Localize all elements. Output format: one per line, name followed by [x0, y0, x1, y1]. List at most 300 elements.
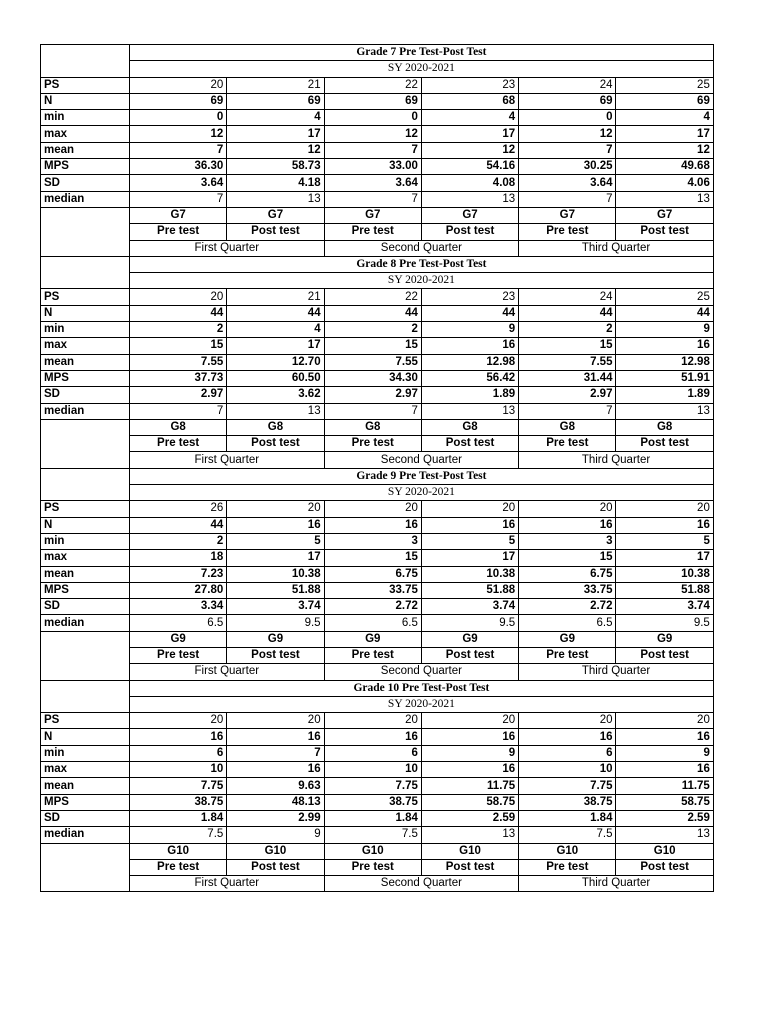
value-cell: 1.84 — [519, 810, 616, 826]
test-label: Pre test — [519, 647, 616, 663]
test-label: Post test — [616, 859, 713, 875]
value-cell: 17 — [227, 126, 324, 142]
grade-label: G10 — [519, 843, 616, 859]
row-label: PS — [41, 289, 130, 305]
blank-cell — [41, 843, 130, 892]
row-label: median — [41, 615, 130, 631]
row-label: mean — [41, 566, 130, 582]
value-cell: 16 — [616, 517, 713, 533]
row-label: median — [41, 191, 130, 207]
value-cell: 38.75 — [519, 794, 616, 810]
blank-cell — [41, 631, 130, 680]
value-cell: 7.55 — [519, 354, 616, 370]
value-cell: 2.97 — [519, 387, 616, 403]
value-cell: 7.5 — [324, 827, 421, 843]
value-cell: 2 — [130, 533, 227, 549]
table-row — [41, 582, 714, 598]
quarter-label: Second Quarter — [324, 240, 519, 256]
value-cell: 16 — [616, 762, 713, 778]
value-cell: 51.91 — [616, 370, 713, 386]
value-cell: 7 — [130, 191, 227, 207]
value-cell: 20 — [227, 501, 324, 517]
grade-label-row — [41, 843, 714, 859]
value-cell: 15 — [519, 550, 616, 566]
quarter-label: First Quarter — [130, 876, 325, 892]
value-cell: 44 — [227, 305, 324, 321]
value-cell: 16 — [616, 729, 713, 745]
value-cell: 13 — [421, 191, 518, 207]
school-year: SY 2020-2021 — [130, 273, 714, 289]
value-cell: 22 — [324, 289, 421, 305]
test-label: Post test — [421, 436, 518, 452]
value-cell: 44 — [616, 305, 713, 321]
value-cell: 7.23 — [130, 566, 227, 582]
grade-label: G8 — [421, 419, 518, 435]
quarter-label: Second Quarter — [324, 664, 519, 680]
quarter-row — [41, 876, 714, 892]
value-cell: 2.59 — [616, 810, 713, 826]
quarter-label: Third Quarter — [519, 452, 714, 468]
table-row — [41, 93, 714, 109]
grade-label: G10 — [324, 843, 421, 859]
table-row — [41, 745, 714, 761]
row-label: MPS — [41, 159, 130, 175]
value-cell: 17 — [421, 126, 518, 142]
test-label: Pre test — [519, 436, 616, 452]
value-cell: 68 — [421, 93, 518, 109]
value-cell: 16 — [421, 729, 518, 745]
row-label: PS — [41, 77, 130, 93]
test-label: Pre test — [130, 436, 227, 452]
value-cell: 27.80 — [130, 582, 227, 598]
row-label: N — [41, 93, 130, 109]
quarter-row — [41, 240, 714, 256]
test-label: Pre test — [324, 647, 421, 663]
value-cell: 16 — [616, 338, 713, 354]
value-cell: 3.62 — [227, 387, 324, 403]
value-cell: 2 — [519, 322, 616, 338]
value-cell: 3.64 — [130, 175, 227, 191]
value-cell: 56.42 — [421, 370, 518, 386]
table-row — [41, 501, 714, 517]
value-cell: 13 — [616, 827, 713, 843]
value-cell: 12 — [616, 142, 713, 158]
grade-label: G9 — [421, 631, 518, 647]
value-cell: 6 — [130, 745, 227, 761]
table-row — [41, 387, 714, 403]
section-title: Grade 10 Pre Test-Post Test — [130, 680, 714, 696]
value-cell: 31.44 — [519, 370, 616, 386]
value-cell: 16 — [130, 729, 227, 745]
value-cell: 9.63 — [227, 778, 324, 794]
table-row — [41, 550, 714, 566]
value-cell: 17 — [227, 550, 324, 566]
test-label: Post test — [421, 859, 518, 875]
value-cell: 7 — [130, 142, 227, 158]
quarter-label: Third Quarter — [519, 240, 714, 256]
value-cell: 51.88 — [227, 582, 324, 598]
table-row — [41, 778, 714, 794]
value-cell: 7.75 — [130, 778, 227, 794]
row-label: MPS — [41, 794, 130, 810]
value-cell: 54.16 — [421, 159, 518, 175]
value-cell: 23 — [421, 77, 518, 93]
table-row — [41, 729, 714, 745]
value-cell: 24 — [519, 77, 616, 93]
value-cell: 16 — [519, 517, 616, 533]
value-cell: 7 — [519, 403, 616, 419]
value-cell: 20 — [130, 77, 227, 93]
grade-label: G9 — [324, 631, 421, 647]
value-cell: 1.89 — [616, 387, 713, 403]
quarter-label: First Quarter — [130, 452, 325, 468]
school-year: SY 2020-2021 — [130, 696, 714, 712]
value-cell: 10.38 — [227, 566, 324, 582]
value-cell: 3.74 — [616, 599, 713, 615]
value-cell: 33.75 — [324, 582, 421, 598]
row-label: PS — [41, 713, 130, 729]
table-row — [41, 110, 714, 126]
row-label: min — [41, 533, 130, 549]
blank-cell — [41, 468, 130, 501]
value-cell: 16 — [421, 517, 518, 533]
section-title: Grade 9 Pre Test-Post Test — [130, 468, 714, 484]
table-row — [41, 566, 714, 582]
value-cell: 58.75 — [421, 794, 518, 810]
row-label: SD — [41, 175, 130, 191]
test-label: Pre test — [324, 224, 421, 240]
value-cell: 12.98 — [421, 354, 518, 370]
value-cell: 20 — [324, 713, 421, 729]
value-cell: 13 — [616, 191, 713, 207]
value-cell: 5 — [421, 533, 518, 549]
quarter-label: First Quarter — [130, 240, 325, 256]
quarter-label: Third Quarter — [519, 876, 714, 892]
table-row — [41, 191, 714, 207]
value-cell: 20 — [616, 501, 713, 517]
value-cell: 23 — [421, 289, 518, 305]
table-row — [41, 142, 714, 158]
value-cell: 17 — [616, 550, 713, 566]
test-label-row — [41, 647, 714, 663]
value-cell: 9 — [421, 322, 518, 338]
value-cell: 20 — [519, 713, 616, 729]
value-cell: 1.89 — [421, 387, 518, 403]
row-label: SD — [41, 387, 130, 403]
value-cell: 2.59 — [421, 810, 518, 826]
value-cell: 20 — [227, 713, 324, 729]
value-cell: 9 — [421, 745, 518, 761]
value-cell: 10 — [130, 762, 227, 778]
grade-label: G8 — [616, 419, 713, 435]
value-cell: 0 — [130, 110, 227, 126]
value-cell: 48.13 — [227, 794, 324, 810]
table-row — [41, 338, 714, 354]
test-label: Pre test — [519, 224, 616, 240]
value-cell: 6.5 — [519, 615, 616, 631]
value-cell: 6.75 — [324, 566, 421, 582]
value-cell: 12 — [421, 142, 518, 158]
grade-label: G7 — [130, 207, 227, 223]
grade-label: G10 — [421, 843, 518, 859]
blank-cell — [41, 680, 130, 713]
grade-label: G8 — [324, 419, 421, 435]
table-row — [41, 403, 714, 419]
value-cell: 2 — [130, 322, 227, 338]
value-cell: 25 — [616, 77, 713, 93]
value-cell: 12.98 — [616, 354, 713, 370]
value-cell: 26 — [130, 501, 227, 517]
value-cell: 2 — [324, 322, 421, 338]
value-cell: 11.75 — [616, 778, 713, 794]
value-cell: 38.75 — [130, 794, 227, 810]
value-cell: 60.50 — [227, 370, 324, 386]
row-label: mean — [41, 142, 130, 158]
table-row — [41, 762, 714, 778]
table-row — [41, 599, 714, 615]
value-cell: 2.97 — [324, 387, 421, 403]
table-row — [41, 126, 714, 142]
section-title: Grade 8 Pre Test-Post Test — [130, 256, 714, 272]
value-cell: 7.75 — [324, 778, 421, 794]
value-cell: 3.34 — [130, 599, 227, 615]
test-label: Pre test — [324, 859, 421, 875]
value-cell: 6 — [324, 745, 421, 761]
test-label: Post test — [227, 436, 324, 452]
grade-label: G10 — [616, 843, 713, 859]
value-cell: 21 — [227, 77, 324, 93]
value-cell: 16 — [421, 762, 518, 778]
quarter-row — [41, 452, 714, 468]
value-cell: 16 — [519, 729, 616, 745]
test-label: Post test — [227, 647, 324, 663]
value-cell: 12.70 — [227, 354, 324, 370]
table-row — [41, 533, 714, 549]
grade-label-row — [41, 207, 714, 223]
value-cell: 10 — [519, 762, 616, 778]
value-cell: 7.55 — [130, 354, 227, 370]
value-cell: 9.5 — [616, 615, 713, 631]
test-label: Pre test — [130, 647, 227, 663]
value-cell: 13 — [421, 827, 518, 843]
row-label: max — [41, 762, 130, 778]
school-year: SY 2020-2021 — [130, 485, 714, 501]
value-cell: 6.75 — [519, 566, 616, 582]
value-cell: 7 — [519, 142, 616, 158]
section-title-row — [41, 680, 714, 696]
row-label: N — [41, 517, 130, 533]
value-cell: 38.75 — [324, 794, 421, 810]
value-cell: 16 — [227, 762, 324, 778]
grade-label: G7 — [324, 207, 421, 223]
test-label-row — [41, 224, 714, 240]
grade-label: G8 — [519, 419, 616, 435]
value-cell: 1.84 — [130, 810, 227, 826]
value-cell: 2.72 — [519, 599, 616, 615]
value-cell: 69 — [130, 93, 227, 109]
value-cell: 44 — [130, 305, 227, 321]
row-label: SD — [41, 810, 130, 826]
value-cell: 22 — [324, 77, 421, 93]
quarter-label: Second Quarter — [324, 452, 519, 468]
blank-cell — [41, 419, 130, 468]
value-cell: 3 — [519, 533, 616, 549]
value-cell: 49.68 — [616, 159, 713, 175]
value-cell: 10 — [324, 762, 421, 778]
value-cell: 69 — [519, 93, 616, 109]
table-row — [41, 517, 714, 533]
test-label: Pre test — [324, 436, 421, 452]
value-cell: 3 — [324, 533, 421, 549]
grade-label: G10 — [227, 843, 324, 859]
test-label: Post test — [616, 436, 713, 452]
row-label: min — [41, 322, 130, 338]
value-cell: 6.5 — [324, 615, 421, 631]
test-label: Post test — [227, 224, 324, 240]
value-cell: 7 — [324, 191, 421, 207]
value-cell: 20 — [421, 501, 518, 517]
value-cell: 36.30 — [130, 159, 227, 175]
value-cell: 15 — [324, 338, 421, 354]
value-cell: 69 — [616, 93, 713, 109]
value-cell: 33.75 — [519, 582, 616, 598]
value-cell: 5 — [616, 533, 713, 549]
value-cell: 1.84 — [324, 810, 421, 826]
test-label-row — [41, 436, 714, 452]
row-label: median — [41, 403, 130, 419]
value-cell: 17 — [227, 338, 324, 354]
section-title-row — [41, 256, 714, 272]
value-cell: 2.99 — [227, 810, 324, 826]
row-label: N — [41, 305, 130, 321]
value-cell: 20 — [421, 713, 518, 729]
value-cell: 9 — [227, 827, 324, 843]
table-row — [41, 794, 714, 810]
value-cell: 10.38 — [616, 566, 713, 582]
value-cell: 16 — [324, 729, 421, 745]
value-cell: 9 — [616, 322, 713, 338]
value-cell: 51.88 — [421, 582, 518, 598]
value-cell: 10.38 — [421, 566, 518, 582]
value-cell: 4.08 — [421, 175, 518, 191]
section-title-row — [41, 45, 714, 61]
table-row — [41, 159, 714, 175]
value-cell: 44 — [324, 305, 421, 321]
value-cell: 4 — [421, 110, 518, 126]
table-row — [41, 713, 714, 729]
table-row — [41, 175, 714, 191]
table-row — [41, 370, 714, 386]
value-cell: 25 — [616, 289, 713, 305]
grade-label: G8 — [227, 419, 324, 435]
value-cell: 15 — [324, 550, 421, 566]
grade-label: G9 — [616, 631, 713, 647]
value-cell: 12 — [519, 126, 616, 142]
test-label: Pre test — [130, 859, 227, 875]
value-cell: 3.64 — [519, 175, 616, 191]
value-cell: 7 — [227, 745, 324, 761]
row-label: max — [41, 338, 130, 354]
value-cell: 2.97 — [130, 387, 227, 403]
pre-post-test-table — [40, 44, 714, 892]
value-cell: 7 — [324, 142, 421, 158]
test-label-row — [41, 859, 714, 875]
value-cell: 20 — [519, 501, 616, 517]
value-cell: 11.75 — [421, 778, 518, 794]
school-year-row — [41, 696, 714, 712]
value-cell: 44 — [519, 305, 616, 321]
value-cell: 6.5 — [130, 615, 227, 631]
value-cell: 30.25 — [519, 159, 616, 175]
value-cell: 12 — [324, 126, 421, 142]
value-cell: 12 — [130, 126, 227, 142]
school-year-row — [41, 61, 714, 77]
table-row — [41, 615, 714, 631]
row-label: mean — [41, 778, 130, 794]
value-cell: 5 — [227, 533, 324, 549]
quarter-label: Second Quarter — [324, 876, 519, 892]
row-label: MPS — [41, 370, 130, 386]
grade-label: G9 — [227, 631, 324, 647]
grade-label-row — [41, 419, 714, 435]
test-label: Post test — [421, 224, 518, 240]
value-cell: 7.5 — [130, 827, 227, 843]
row-label: PS — [41, 501, 130, 517]
value-cell: 20 — [130, 289, 227, 305]
value-cell: 3.74 — [227, 599, 324, 615]
school-year-row — [41, 273, 714, 289]
row-label: mean — [41, 354, 130, 370]
test-label: Post test — [616, 224, 713, 240]
value-cell: 2.72 — [324, 599, 421, 615]
value-cell: 12 — [227, 142, 324, 158]
grade-label: G9 — [519, 631, 616, 647]
grade-label: G7 — [227, 207, 324, 223]
value-cell: 33.00 — [324, 159, 421, 175]
value-cell: 4 — [227, 110, 324, 126]
table-body — [41, 45, 714, 892]
value-cell: 44 — [130, 517, 227, 533]
table-row — [41, 322, 714, 338]
grade-label-row — [41, 631, 714, 647]
value-cell: 9 — [616, 745, 713, 761]
value-cell: 51.88 — [616, 582, 713, 598]
value-cell: 15 — [519, 338, 616, 354]
value-cell: 7.55 — [324, 354, 421, 370]
value-cell: 7 — [519, 191, 616, 207]
value-cell: 16 — [227, 729, 324, 745]
blank-cell — [41, 256, 130, 289]
test-label: Pre test — [130, 224, 227, 240]
row-label: min — [41, 110, 130, 126]
row-label: SD — [41, 599, 130, 615]
value-cell: 17 — [616, 126, 713, 142]
value-cell: 7.75 — [519, 778, 616, 794]
grade-label: G7 — [421, 207, 518, 223]
value-cell: 44 — [421, 305, 518, 321]
grade-label: G7 — [519, 207, 616, 223]
value-cell: 17 — [421, 550, 518, 566]
value-cell: 20 — [324, 501, 421, 517]
value-cell: 4 — [616, 110, 713, 126]
value-cell: 16 — [421, 338, 518, 354]
value-cell: 6 — [519, 745, 616, 761]
value-cell: 9.5 — [227, 615, 324, 631]
value-cell: 3.64 — [324, 175, 421, 191]
table-row — [41, 810, 714, 826]
value-cell: 9.5 — [421, 615, 518, 631]
value-cell: 18 — [130, 550, 227, 566]
